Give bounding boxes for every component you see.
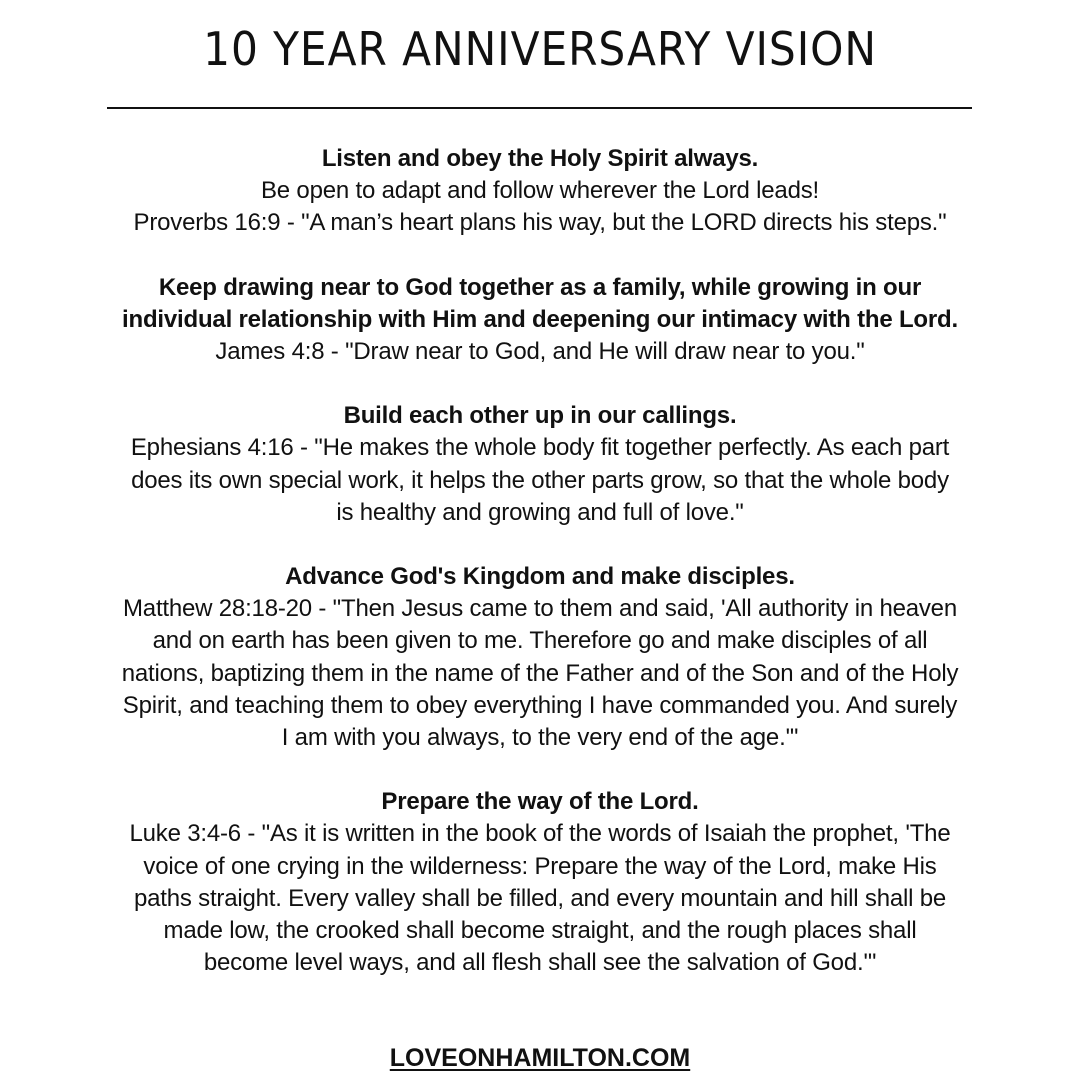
scripture-line: does its own special work, it helps the other parts grow, so that the whole body bbox=[131, 466, 949, 494]
vision-section bbox=[0, 400, 1080, 529]
scripture-line: Spirit, and teaching them to obey everything I have commanded you. And surely bbox=[122, 691, 958, 719]
scripture-line: James 4:8 - "Draw near to God, and He will draw near to you." bbox=[215, 338, 865, 366]
section-heading: Build each other up in our callings. bbox=[343, 402, 737, 430]
website-link[interactable]: LOVEONHAMILTON.COM bbox=[389, 1044, 691, 1072]
scripture-line: Matthew 28:18-20 - "Then Jesus came to them and said, 'All authority in heaven bbox=[123, 595, 957, 623]
scripture-line: nations, baptizing them in the name of the Father and of the Son and of the Holy bbox=[121, 659, 959, 687]
section-heading: Listen and obey the Holy Spirit always. bbox=[321, 145, 759, 172]
title-divider bbox=[107, 107, 972, 109]
vision-section bbox=[0, 272, 1080, 369]
scripture-line: Proverbs 16:9 - "A man’s heart plans his way, but the LORD directs his steps." bbox=[133, 209, 947, 237]
scripture-line: Luke 3:4-6 - "As it is written in the book of the words of Isaiah the prophet, 'The bbox=[129, 820, 951, 848]
vision-section bbox=[0, 143, 1080, 240]
section-body-line: Be open to adapt and follow wherever the Lord leads! bbox=[261, 177, 819, 205]
scripture-line: is healthy and growing and full of love." bbox=[336, 498, 744, 526]
scripture-line: paths straight. Every valley shall be filled, and every mountain and hill shall be bbox=[133, 884, 947, 912]
scripture-line: I am with you always, to the very end of the age.'" bbox=[281, 724, 799, 752]
section-heading: individual relationship with Him and deepening our intimacy with the Lord. bbox=[122, 305, 958, 333]
section-heading: Advance God's Kingdom and make disciples. bbox=[285, 563, 795, 591]
vision-section bbox=[0, 561, 1080, 754]
section-heading: Keep drawing near to God together as a family, while growing in our bbox=[158, 273, 922, 301]
section-heading: Prepare the way of the Lord. bbox=[381, 788, 699, 816]
vision-section bbox=[0, 786, 1080, 979]
scripture-line: and on earth has been given to me. Therefore go and make disciples of all bbox=[152, 627, 928, 655]
scripture-line: voice of one crying in the wilderness: Prepare the way of the Lord, make His bbox=[143, 852, 937, 880]
scripture-line: become level ways, and all flesh shall see the salvation of God.'" bbox=[203, 949, 877, 977]
page-title: 10 YEAR ANNIVERSARY VISION bbox=[203, 22, 877, 76]
vision-list bbox=[0, 143, 1080, 1011]
scripture-line: made low, the crooked shall become straight, and the rough places shall bbox=[163, 917, 917, 945]
scripture-line: Ephesians 4:16 - "He makes the whole body fit together perfectly. As each part bbox=[130, 434, 950, 462]
